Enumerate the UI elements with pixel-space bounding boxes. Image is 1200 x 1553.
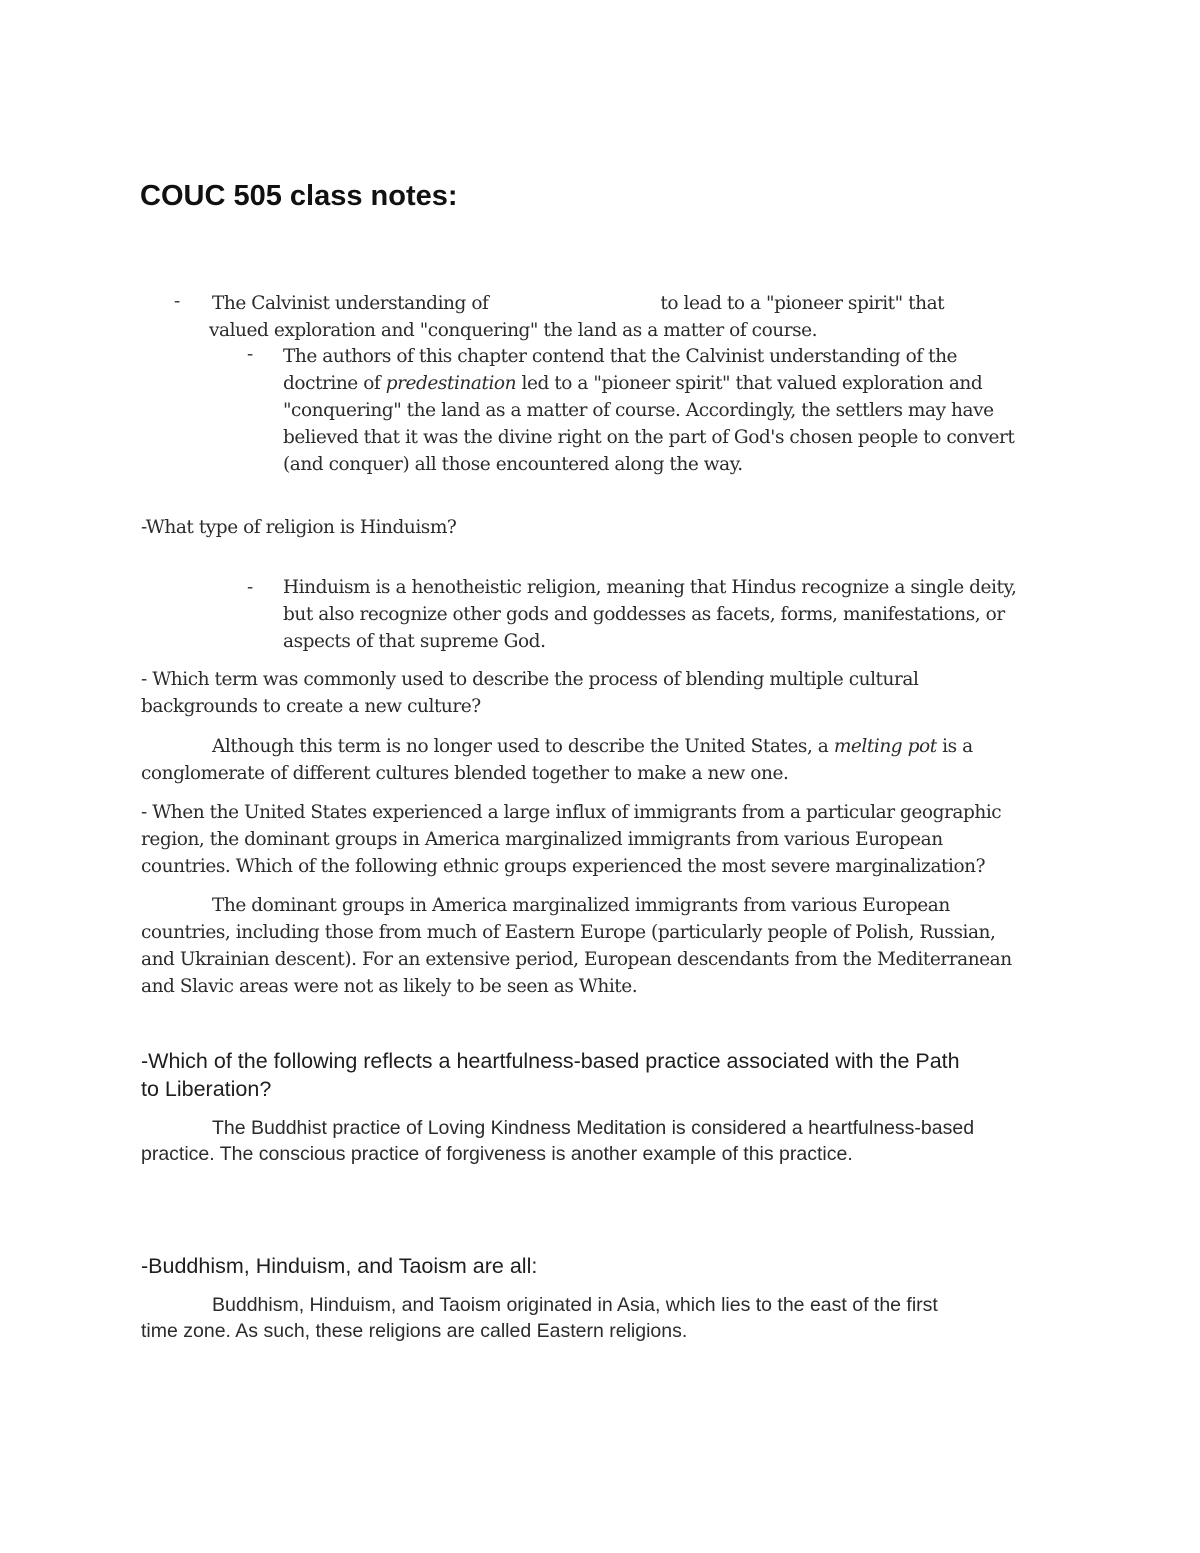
margin-q-line1: - When the United States experienced a large influx of immigrants from a particular geographic xyxy=(141,802,1002,823)
question-hinduism: -What type of religion is Hinduism? xyxy=(141,517,457,538)
margin-q-line3: countries. Which of the following ethnic groups experienced the most severe marginalization? xyxy=(141,856,986,877)
margin-q-line2: region, the dominant groups in America marginalized immigrants from various European xyxy=(141,829,943,850)
heart-q-line2: to Liberation? xyxy=(141,1077,272,1101)
calvinist-line1-start: The Calvinist understanding of xyxy=(212,293,489,314)
margin-a-line3: and Ukrainian descent). For an extensive period, European descendants from the Mediterranean xyxy=(141,949,1012,970)
hinduism-line1: Hinduism is a henotheistic religion, meaning that Hindus recognize a single deity, xyxy=(283,577,1017,598)
answer-heartfulness xyxy=(141,1115,974,1167)
melting-a-line1a: Although this term is no longer used to describe the United States, a xyxy=(212,736,834,757)
sub-line1: The authors of this chapter contend that the Calvinist understanding of the xyxy=(283,346,958,367)
margin-a-line2: countries, including those from much of Eastern Europe (particularly people of Polish, Russian, xyxy=(141,922,996,943)
heart-a-line1: The Buddhist practice of Loving Kindness Meditation is considered a heartfulness-based xyxy=(212,1117,975,1139)
hinduism-line2: but also recognize other gods and goddesses as facets, forms, manifestations, or xyxy=(283,604,1005,625)
eastern-a-line2: time zone. As such, these religions are called Eastern religions. xyxy=(141,1320,688,1342)
margin-a-line4: and Slavic areas were not as likely to be seen as White. xyxy=(141,976,638,997)
answer-marginalization xyxy=(141,892,1012,1000)
answer-melting-pot xyxy=(141,733,973,787)
bullet-dash: - xyxy=(247,344,254,365)
margin-a-line1: The dominant groups in America marginalized immigrants from various European xyxy=(212,895,950,916)
heart-a-line2: practice. The conscious practice of forgiveness is another example of this practice. xyxy=(141,1143,853,1165)
melting-pot-term: melting pot xyxy=(833,736,937,757)
heart-q-line1: -Which of the following reflects a heartfulness-based practice associated with the Path xyxy=(141,1049,960,1073)
answer-eastern-religions xyxy=(141,1292,938,1344)
predestination-term: predestination xyxy=(385,373,517,394)
question-eastern-religions: -Buddhism, Hinduism, and Taoism are all: xyxy=(141,1254,538,1278)
sub-line4: believed that it was the divine right on the part of God's chosen people to convert xyxy=(283,427,1015,448)
sub-line2a: doctrine of xyxy=(283,373,386,394)
melting-a-line2: conglomerate of different cultures blended together to make a new one. xyxy=(141,763,789,784)
question-heartfulness xyxy=(141,1047,960,1103)
calvinist-bullet xyxy=(209,290,945,344)
predestination-subbullet xyxy=(283,343,1014,478)
calvinist-line1-end: to lead to a "pioneer spirit" that xyxy=(660,293,945,314)
sub-line5: (and conquer) all those encountered along the way. xyxy=(283,454,743,475)
calvinist-line2: valued exploration and "conquering" the land as a matter of course. xyxy=(209,320,818,341)
bullet-dash: - xyxy=(174,291,181,312)
sub-line3: "conquering" the land as a matter of course. Accordingly, the settlers may have xyxy=(283,400,994,421)
bullet-dash: - xyxy=(247,577,254,598)
page-title: COUC 505 class notes: xyxy=(140,180,458,212)
answer-hinduism xyxy=(283,574,1016,655)
melting-q-line2: backgrounds to create a new culture? xyxy=(141,696,481,717)
question-melting-pot xyxy=(141,666,918,720)
hinduism-line3: aspects of that supreme God. xyxy=(283,631,546,652)
melting-a-line1b: is a xyxy=(936,736,973,757)
question-marginalization xyxy=(141,799,1001,880)
eastern-a-line1: Buddhism, Hinduism, and Taoism originated in Asia, which lies to the east of the first xyxy=(212,1294,938,1316)
sub-line2b: led to a "pioneer spirit" that valued exploration and xyxy=(516,373,983,394)
melting-q-line1: - Which term was commonly used to describe the process of blending multiple cultural xyxy=(141,669,919,690)
